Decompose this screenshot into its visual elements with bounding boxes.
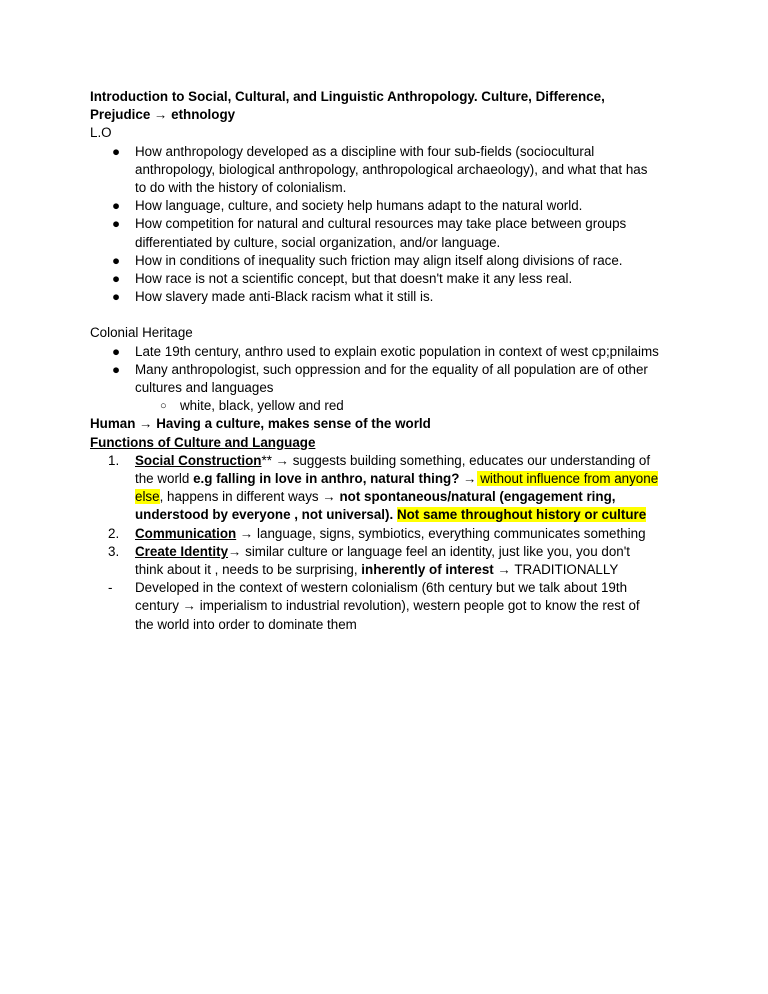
human-line: Human → Having a culture, makes sense of the world	[90, 416, 431, 432]
list-item: - Developed in the context of western colonialism (6th century but we talk about 19th century → imperialism to industrial revolution), western people got to know the rest of the world into order to dominate them	[108, 580, 640, 632]
list-item: ● How competition for natural and cultural resources may take place between groups differentiated by culture, social organization, and/or language.	[112, 216, 627, 250]
list-item: ● How in conditions of inequality such friction may align itself along divisions of race.	[90, 252, 690, 270]
list-number: 1.	[108, 452, 120, 468]
list-item: ● How anthropology developed as a discipline with four sub-fields (sociocultural anthropology, biological anthropology, anthropological archaeology), and what that has to do with the history of colonialism.	[112, 143, 648, 196]
list-item: ● Late 19th century, anthro used to explain exotic population in context of west cp;pnilaims	[90, 343, 690, 361]
create-identity-term: Create Identity	[135, 543, 229, 559]
bullet-icon: ●	[112, 216, 121, 232]
colonial-heading: Colonial Heritage	[90, 325, 193, 341]
paragraph-gap	[90, 306, 690, 324]
lo-label: L.O	[90, 125, 112, 141]
highlighted-text: without influence from anyone	[476, 471, 659, 487]
list-item: ○ white, black, yellow and red	[90, 397, 690, 415]
hollow-bullet-icon: ○	[160, 400, 167, 413]
lo-list	[90, 143, 690, 307]
bullet-icon: ●	[112, 143, 121, 159]
dash-marker: -	[108, 580, 113, 596]
communication-term: Communication	[135, 525, 237, 541]
highlighted-text: else	[135, 489, 160, 505]
bullet-icon: ●	[112, 198, 121, 214]
list-item: ● How race is not a scientific concept, but that doesn't make it any less real.	[90, 270, 690, 288]
social-construction-term: Social Construction	[135, 452, 262, 468]
title-line-2: Prejudice → ethnology	[90, 107, 236, 123]
bullet-icon: ●	[112, 271, 121, 287]
document-body	[90, 88, 690, 634]
list-item: 1. Social Construction** → suggests building something, educates our understanding of the world e.g falling in love in anthro, natural thing? → without influence from anyone else, happens in different ways → not spontaneous/natural (engagement ring, understood by everyone , not universal). Not same throughout history or culture	[108, 452, 659, 523]
bullet-icon: ●	[112, 289, 121, 305]
bullet-icon: ●	[112, 361, 121, 377]
list-item: ● How language, culture, and society help humans adapt to the natural world.	[90, 197, 690, 215]
list-item: 3. Create Identity→ similar culture or language feel an identity, just like you, you don't think about it , needs to be surprising, inherently of interest → TRADITIONALLY	[108, 543, 631, 578]
list-number: 3.	[108, 543, 120, 559]
list-number: 2.	[108, 525, 120, 541]
bullet-icon: ●	[112, 252, 121, 268]
highlighted-text: Not same throughout history or culture	[396, 507, 647, 523]
title-line-1: Introduction to Social, Cultural, and Linguistic Anthropology. Culture, Difference,	[90, 89, 605, 104]
bullet-icon: ●	[112, 343, 121, 359]
functions-heading: Functions of Culture and Language	[90, 434, 316, 450]
list-item: ● How slavery made anti-Black racism what it still is.	[90, 288, 690, 306]
list-item: ● Many anthropologist, such oppression and for the equality of all population are of other cultures and languages	[112, 361, 648, 396]
list-item: 2. Communication → language, signs, symbiotics, everything communicates something	[90, 525, 690, 543]
